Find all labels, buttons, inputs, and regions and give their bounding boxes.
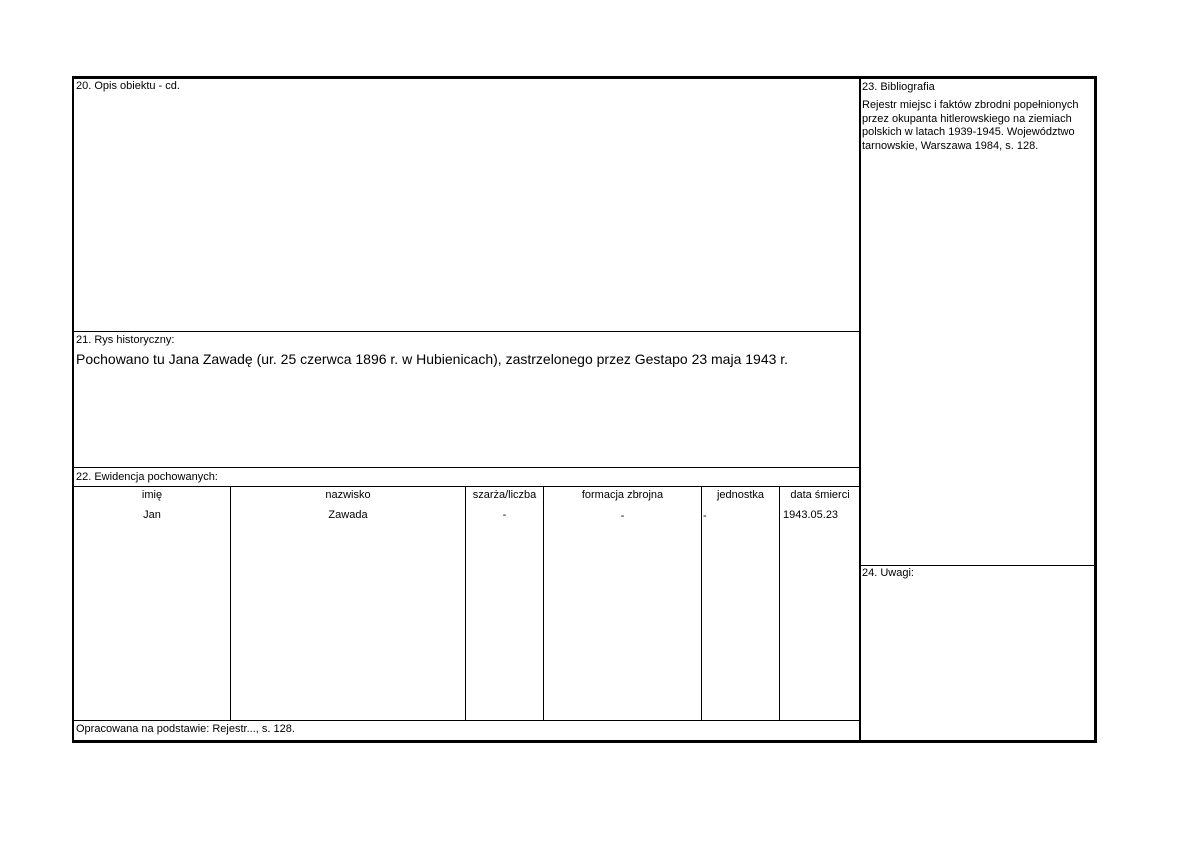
section-uwagi-label: 24. Uwagi:	[862, 567, 914, 579]
col-header-jednostka: jednostka	[716, 489, 765, 501]
divider-rys-ewidencja	[73, 467, 860, 468]
cell-formacja: -	[620, 510, 625, 522]
section-rys-text: Pochowano tu Jana Zawadę (ur. 25 czerwca 1896 r. w Hubienicach), zastrzelonego przez Gestapo 23 maja 1943 r.	[76, 351, 789, 367]
source-footer: Opracowana na podstawie: Rejestr..., s. 128.	[76, 723, 295, 735]
cell-jednostka: -	[703, 510, 707, 522]
col-header-formacja: formacja zbrojna	[581, 489, 664, 501]
section-bibliografia-text: Rejestr miejsc i faktów zbrodni popełnionych przez okupanta hitlerowskiego na ziemiach polskich w latach 1939-1945. Województwo tarnowskie, Warszawa 1984, s. 128.	[862, 99, 1079, 152]
section-bibliografia-label: 23. Bibliografia	[862, 81, 935, 93]
cell-imie: Jan	[143, 509, 161, 521]
col-header-imie: imię	[141, 489, 163, 501]
divider-opis-rys	[73, 331, 860, 332]
col-header-nazwisko: nazwisko	[325, 489, 371, 501]
col-header-szarza: szarża/liczba	[472, 489, 537, 501]
cell-data-smierci: 1943.05.23	[783, 509, 839, 521]
section-opis-label: 20. Opis obiektu - cd.	[76, 80, 180, 92]
form-frame	[72, 76, 1097, 743]
divider-footer	[73, 720, 860, 721]
table-col-divider-5	[779, 486, 780, 720]
divider-ewidencja-label	[73, 486, 860, 487]
divider-bibliografia-uwagi	[860, 565, 1095, 566]
table-col-divider-4	[701, 486, 702, 720]
col-header-data-smierci: data śmierci	[790, 489, 850, 501]
cell-szarza: -	[502, 509, 507, 521]
main-column-divider	[859, 77, 861, 741]
cell-nazwisko: Zawada	[328, 509, 368, 521]
section-rys-label: 21. Rys historyczny:	[76, 334, 175, 346]
section-ewidencja-label: 22. Ewidencja pochowanych:	[76, 471, 218, 483]
